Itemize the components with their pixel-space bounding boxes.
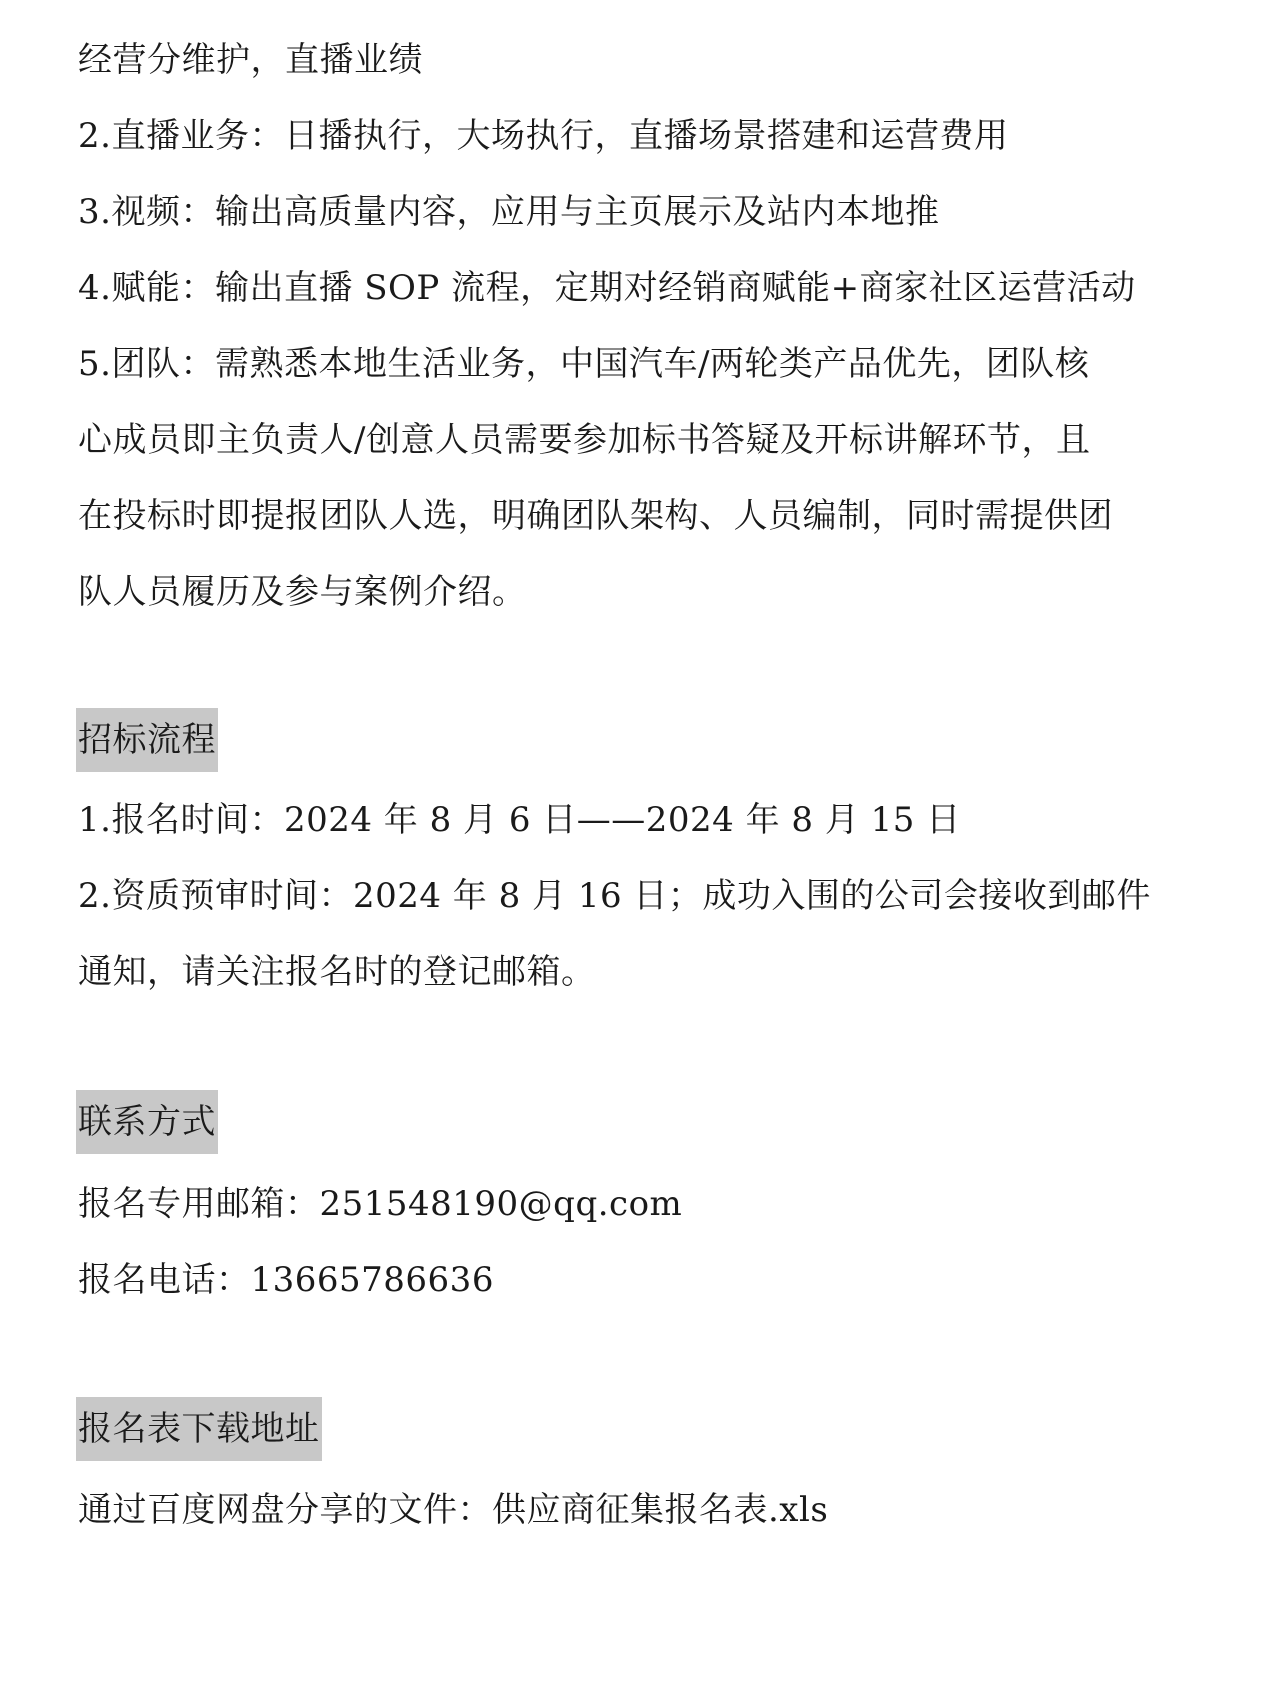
scope-item-3: 3.视频：输出高质量内容，应用与主页展示及站内本地推 bbox=[78, 192, 940, 232]
contact-heading: 联系方式 bbox=[76, 1090, 218, 1154]
scope-item-5-line-3: 在投标时即提报团队人选，明确团队架构、人员编制，同时需提供团 bbox=[78, 496, 1113, 536]
bidding-process-item-2-line-2: 通知，请关注报名时的登记邮箱。 bbox=[78, 952, 596, 992]
download-heading: 报名表下载地址 bbox=[76, 1397, 322, 1461]
bidding-process-heading: 招标流程 bbox=[76, 708, 218, 772]
scope-item-5-line-2: 心成员即主负责人/创意人员需要参加标书答疑及开标讲解环节，且 bbox=[78, 420, 1091, 460]
contact-email-line: 报名专用邮箱：251548190@qq.com bbox=[78, 1184, 683, 1224]
bidding-process-item-1: 1.报名时间：2024 年 8 月 6 日——2024 年 8 月 15 日 bbox=[78, 800, 961, 840]
contact-phone-line: 报名电话：13665786636 bbox=[78, 1260, 494, 1300]
bidding-process-item-2-line-1: 2.资质预审时间：2024 年 8 月 16 日；成功入围的公司会接收到邮件 bbox=[78, 876, 1151, 916]
scope-line-1: 经营分维护，直播业绩 bbox=[78, 40, 423, 80]
scope-item-5-line-4: 队人员履历及参与案例介绍。 bbox=[78, 572, 527, 612]
download-file-line: 通过百度网盘分享的文件：供应商征集报名表.xls bbox=[78, 1490, 829, 1530]
scope-item-2: 2.直播业务：日播执行，大场执行，直播场景搭建和运营费用 bbox=[78, 116, 1009, 156]
scope-item-5-line-1: 5.团队：需熟悉本地生活业务，中国汽车/两轮类产品优先，团队核 bbox=[78, 344, 1090, 384]
scope-item-4: 4.赋能：输出直播 SOP 流程，定期对经销商赋能+商家社区运营活动 bbox=[78, 268, 1136, 308]
